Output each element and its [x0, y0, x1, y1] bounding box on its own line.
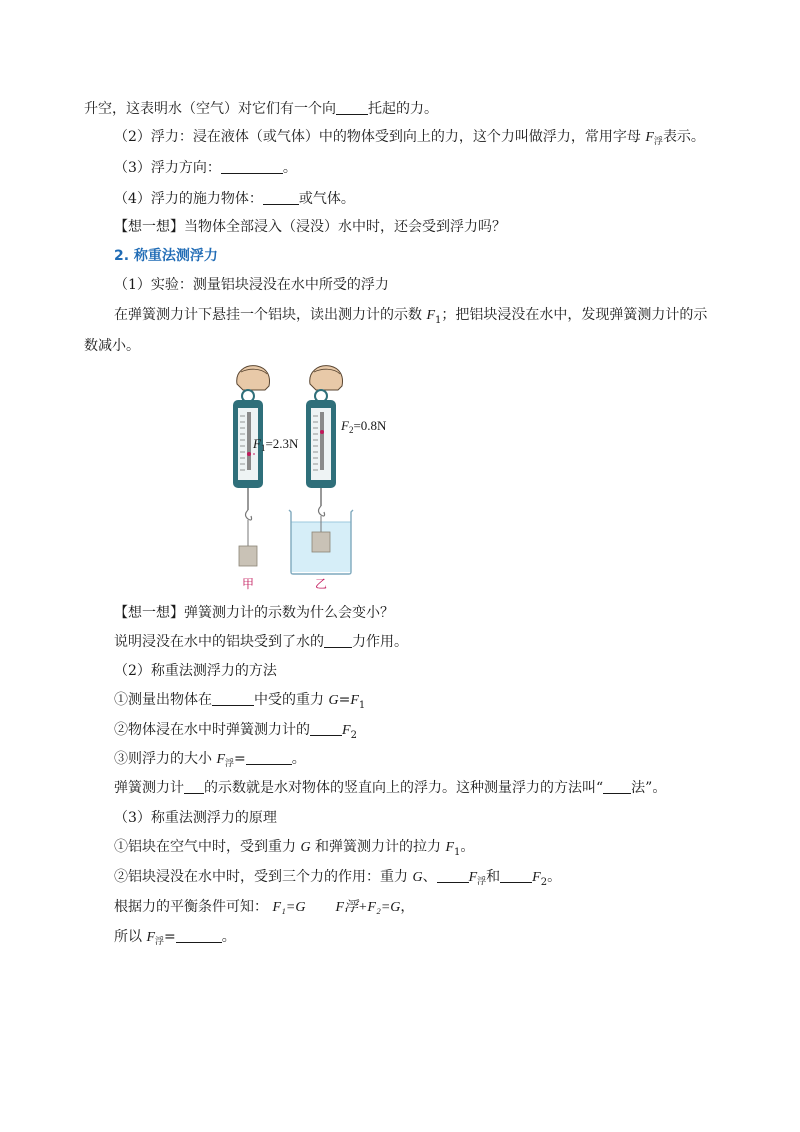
- spring-scale-figure: [215, 360, 415, 592]
- fill-blank: [184, 779, 204, 794]
- fill-blank: [324, 633, 352, 648]
- text-line: ①测量出物体在 中受的重力 $G=F_1$: [114, 692, 366, 711]
- fill-blank: [176, 928, 222, 943]
- text-line: ②物体浸在水中时弹簧测力计的 $F_2$: [114, 722, 357, 741]
- equation-1: F₁=G: [272, 900, 306, 915]
- text-line: ①铝块在空气中时，受到重力 G 和弹簧测力计的拉力 $F_1$。: [114, 839, 475, 858]
- think-prompt: 【想一想】弹簧测力计的示数为什么会变小？: [114, 605, 394, 621]
- svg-text:F2=0.8N: $F_2=0.8N$: [341, 418, 387, 435]
- force-label-f1: F: [253, 436, 261, 451]
- fill-blank: [603, 779, 631, 794]
- think-prompt: 【想一想】当物体全部浸入（浸没）水中时，还会受到浮力吗？: [114, 219, 506, 235]
- fill-blank: [500, 868, 532, 883]
- svg-text:F1=2.3N: $F_1=2.3N$: [253, 436, 299, 453]
- text-line: 数减小。: [84, 338, 140, 354]
- aluminum-block: [239, 546, 257, 566]
- hand-icon: [237, 366, 270, 390]
- fill-blank: [221, 159, 283, 174]
- text-line: 弹簧测力计 的示数就是水对物体的竖直向上的浮力。这种测量浮力的方法叫“ 法”。: [114, 780, 667, 796]
- fill-blank: [310, 721, 342, 736]
- text-line: 在弹簧测力计下悬挂一个铝块，读出测力计的示数 $F_1$；把铝块浸没在水中，发现弹簧测力计的示: [114, 307, 708, 326]
- section-heading: 2. 称重法测浮力: [114, 248, 218, 264]
- aluminum-block: [312, 532, 330, 552]
- text-line: （1）实验：测量铝块浸没在水中所受的浮力: [114, 277, 389, 293]
- fill-blank: [212, 691, 254, 706]
- fill-blank: [336, 100, 368, 115]
- text-line: ③则浮力的大小 $F_浮=$ 。: [114, 751, 306, 769]
- text-line: 升空，这表明水（空气）对它们有一个向 托起的力。: [84, 101, 438, 117]
- text-line: （2）称重法测浮力的方法: [114, 663, 277, 679]
- hand-icon: [310, 366, 343, 390]
- text-line: （2）浮力：浸在液体（或气体）中的物体受到向上的力，这个力叫做浮力，常用字母 $F_浮$表示。: [114, 129, 705, 147]
- text-line: 根据力的平衡条件可知： F₁=G F浮+F₂=G，: [114, 899, 415, 915]
- fill-blank: [246, 750, 292, 765]
- fill-blank: [437, 868, 469, 883]
- text-line: （3）浮力方向： 。: [114, 160, 297, 176]
- text-line: 所以 $F_浮=$ 。: [114, 929, 236, 947]
- text-line: （4）浮力的施力物体： 或气体。: [114, 191, 355, 207]
- fill-blank: [263, 190, 299, 205]
- text-line: ②铝块浸没在水中时，受到三个力的作用：重力 G、 $F_浮$和 $F_2$。: [114, 869, 562, 888]
- caption-jia: 甲: [242, 577, 255, 591]
- equation-2: F浮+F₂=G: [335, 900, 401, 915]
- caption-yi: 乙: [315, 577, 328, 591]
- text-line: （3）称重法测浮力的原理: [114, 810, 277, 826]
- force-label-f2: F: [341, 418, 349, 433]
- text-line: 说明浸没在水中的铝块受到了水的 力作用。: [114, 634, 408, 650]
